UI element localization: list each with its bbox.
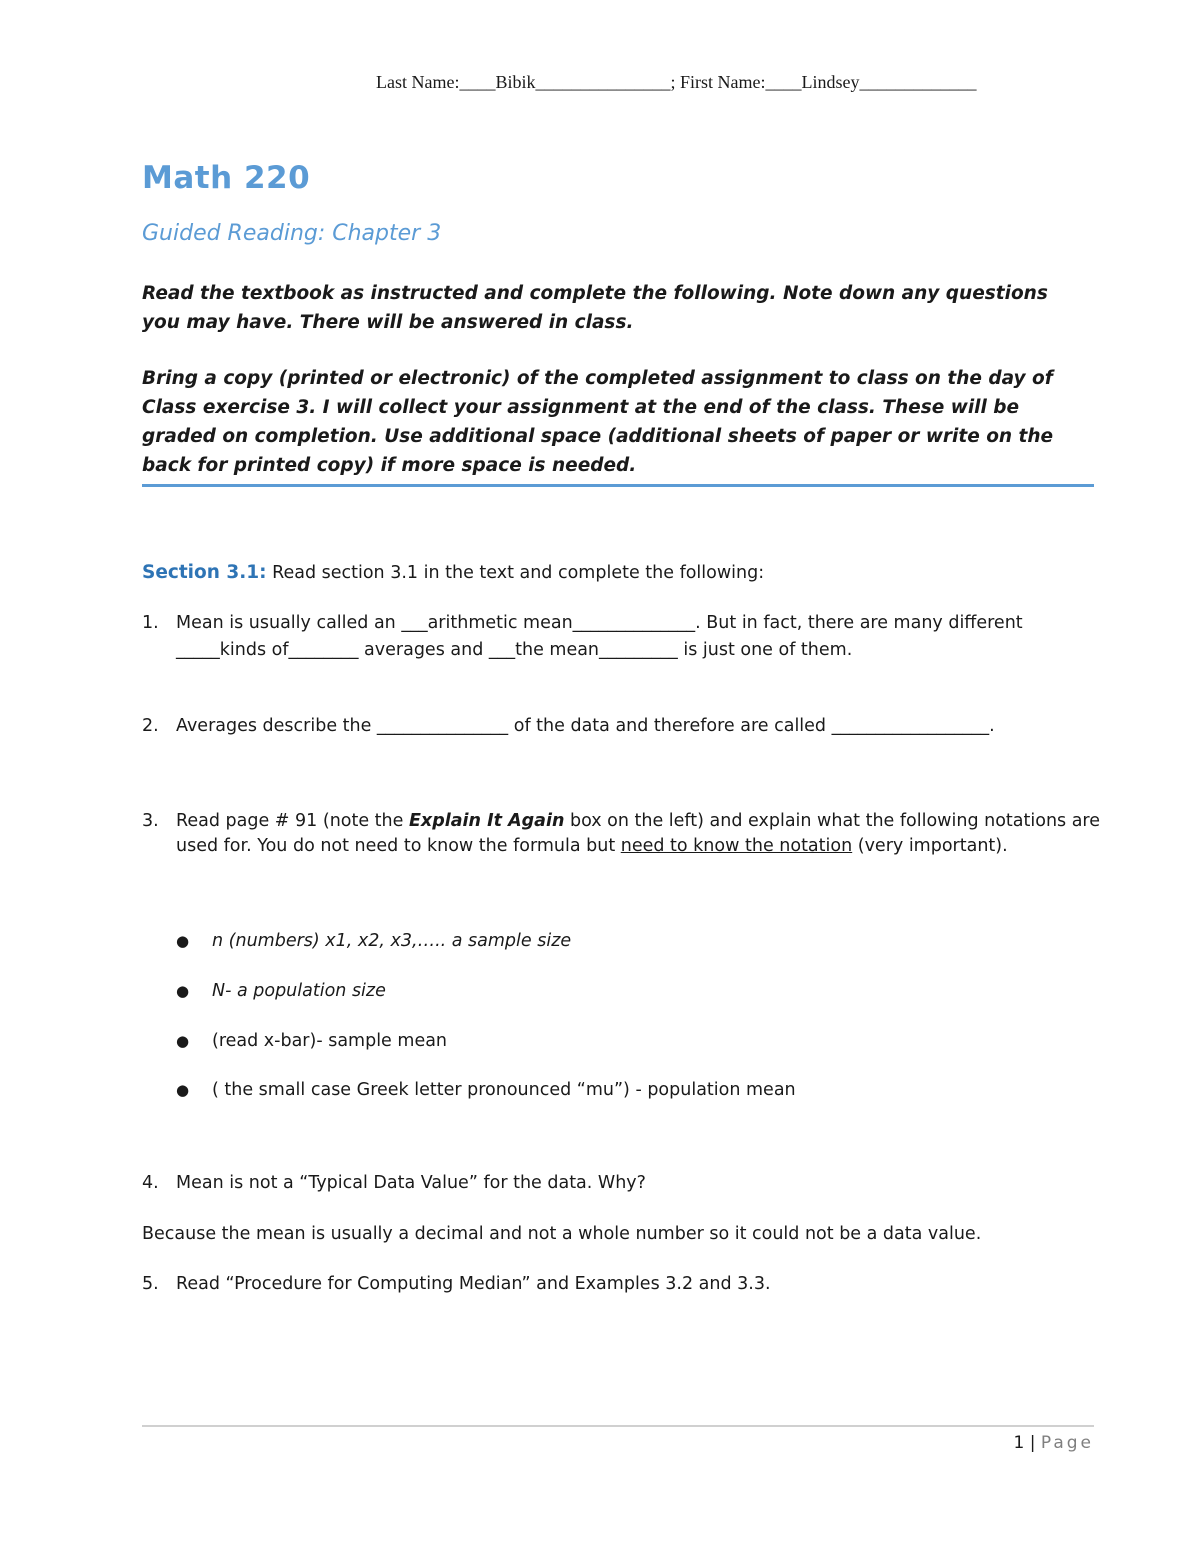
first-name-value: ____Lindsey_____________ bbox=[765, 72, 977, 92]
instructions-paragraph-1: Read the textbook as instructed and complete the following. Note down any questions you may have. There will be answered in class. bbox=[142, 283, 1048, 333]
last-name-label: Last Name: bbox=[376, 72, 460, 92]
last-name-value: ____Bibik_______________ bbox=[459, 72, 671, 92]
bullet-item-2: N- a population size bbox=[212, 981, 386, 1001]
q3-line-1-a: Read page # 91 (note the bbox=[176, 811, 409, 831]
q3-notation-emphasis: need to know the notation bbox=[620, 836, 853, 856]
bullet-icon: ● bbox=[176, 932, 190, 950]
q3-line-1-c: box on the left) and explain what the following notations are bbox=[564, 811, 1101, 831]
divider bbox=[142, 484, 1094, 487]
bullet-item-4: ( the small case Greek letter pronounced “mu”) - population mean bbox=[212, 1080, 796, 1100]
name-header bbox=[376, 72, 977, 93]
bullet-icon: ● bbox=[176, 1032, 190, 1050]
q4-answer: Because the mean is usually a decimal and not a whole number so it could not be a data value. bbox=[142, 1224, 982, 1244]
q3-number: 3. bbox=[142, 811, 159, 831]
q4-line-1: Mean is not a “Typical Data Value” for the data. Why? bbox=[176, 1173, 646, 1193]
q3-line-1 bbox=[176, 811, 1100, 831]
section-heading bbox=[142, 562, 764, 583]
q3-explain-it-again: Explain It Again bbox=[408, 811, 565, 831]
footer-divider bbox=[142, 1425, 1094, 1427]
section-text: Read section 3.1 in the text and complete the following: bbox=[266, 563, 765, 583]
page-footer bbox=[1013, 1433, 1094, 1453]
page-title: Math 220 bbox=[142, 160, 311, 196]
instructions-paragraph-2: Bring a copy (printed or electronic) of the completed assignment to class on the day of Class exercise 3. I will collect your assignment at the end of the class. These will be graded on completion. Use additional space (additional sheets of paper or write on the back for printed copy) if more space is needed. bbox=[142, 368, 1054, 476]
q2-line-1: Averages describe the _______________ of the data and therefore are called __________________. bbox=[176, 716, 995, 736]
q1-number: 1. bbox=[142, 613, 159, 633]
section-label: Section 3.1: bbox=[142, 562, 267, 583]
q1-line-1: Mean is usually called an ___arithmetic mean______________. But in fact, there are many different bbox=[176, 613, 1023, 633]
q3-line-2 bbox=[176, 836, 1008, 856]
q3-line-2-c: (very important). bbox=[852, 836, 1008, 856]
bullet-icon: ● bbox=[176, 1081, 190, 1099]
page-label: Page bbox=[1040, 1433, 1094, 1453]
bullet-item-1: n (numbers) x1, x2, x3,….. a sample size bbox=[212, 931, 572, 951]
first-name-label: ; First Name: bbox=[670, 72, 766, 92]
page-subtitle: Guided Reading: Chapter 3 bbox=[142, 221, 442, 246]
q1-line-2: _____kinds of________ averages and ___the mean_________ is just one of them. bbox=[176, 640, 853, 660]
bullet-icon: ● bbox=[176, 982, 190, 1000]
q5-line-1: Read “Procedure for Computing Median” and Examples 3.2 and 3.3. bbox=[176, 1274, 771, 1294]
q5-number: 5. bbox=[142, 1274, 159, 1294]
q3-line-2-a: used for. You do not need to know the formula but bbox=[176, 836, 621, 856]
page-number: 1 bbox=[1013, 1433, 1025, 1453]
bullet-item-3: (read x-bar)- sample mean bbox=[212, 1031, 448, 1051]
q2-number: 2. bbox=[142, 716, 159, 736]
page-separator: | bbox=[1024, 1433, 1041, 1453]
q4-number: 4. bbox=[142, 1173, 159, 1193]
